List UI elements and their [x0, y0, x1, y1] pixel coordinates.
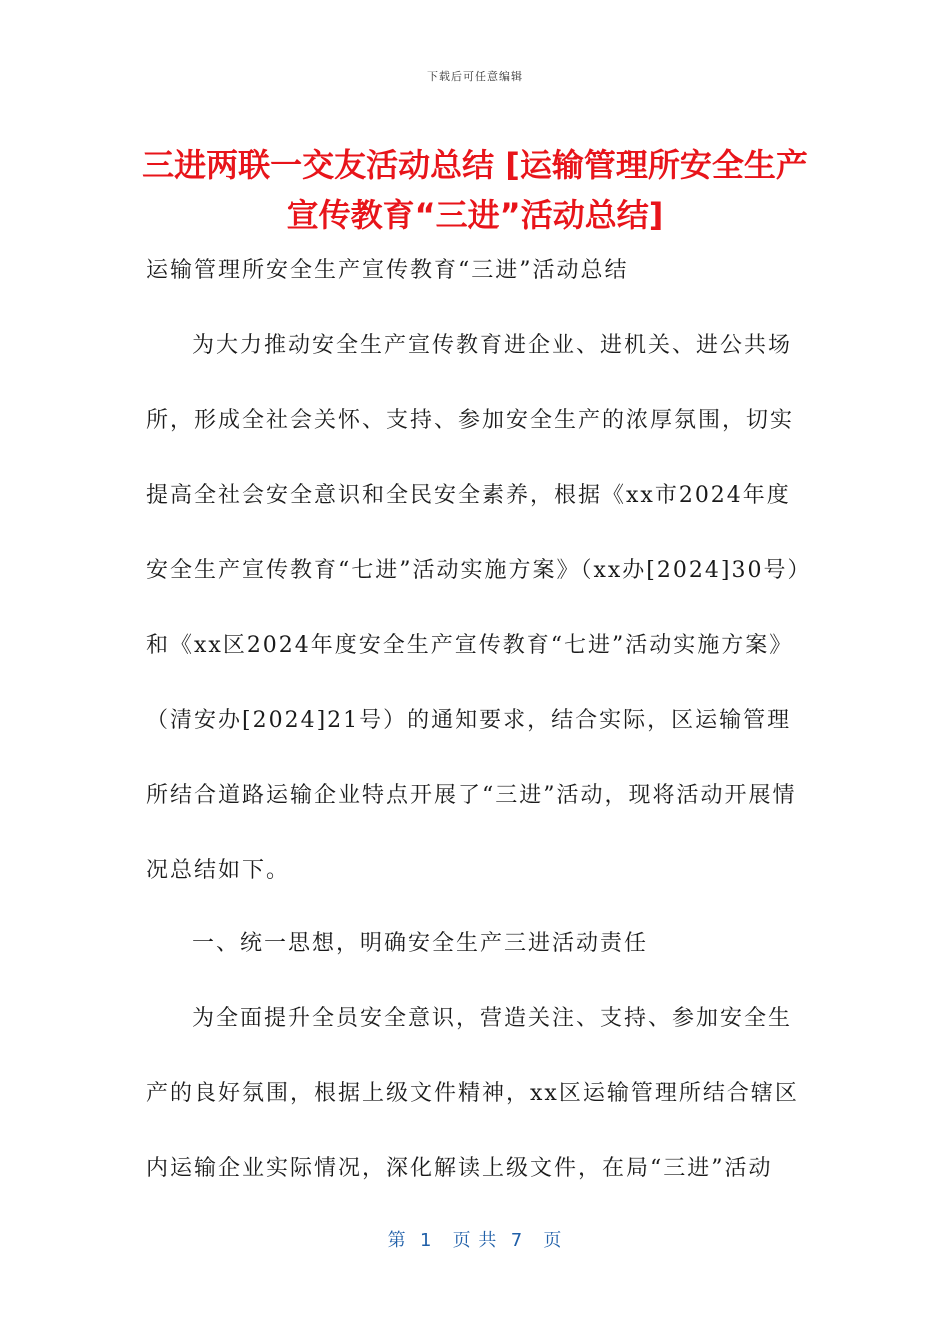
- document-subtitle: 运输管理所安全生产宣传教育“三进”活动总结: [146, 258, 629, 283]
- paragraph-section-one: 为全面提升全员安全意识，营造关注、支持、参加安全生产的良好氛围，根据上级文件精神，xx区运输管理所结合辖区内运输企业实际情况，深化解读上级文件，在局“三进”活动: [146, 1006, 799, 1181]
- paragraph-intro: 为大力推动安全生产宣传教育进企业、进机关、进公共场所，形成全社会关怀、支持、参加安全生产的浓厚氛围，切实提高全社会安全意识和全民安全素养，根据《xx市2024年度安全生产宣传教育“七进”活动实施方案》（xx办[2024]30号）和《xx区2024年度安全生产宣传教育“七进”活动实施方案》（清安办[2024]21号）的通知要求，结合实际，区运输管理所结合道路运输企业特点开展了“三进”活动，现将活动开展情况总结如下。: [146, 333, 801, 883]
- header-note: 下载后可任意编辑: [427, 70, 523, 83]
- document-title: 三进两联一交友活动总结 [运输管理所安全生产宣传教育“三进”活动总结]: [142, 146, 808, 234]
- section-heading: 一、统一思想，明确安全生产三进活动责任: [192, 931, 649, 956]
- page-number-footer: 第 1 页 共 7 页: [387, 1230, 563, 1251]
